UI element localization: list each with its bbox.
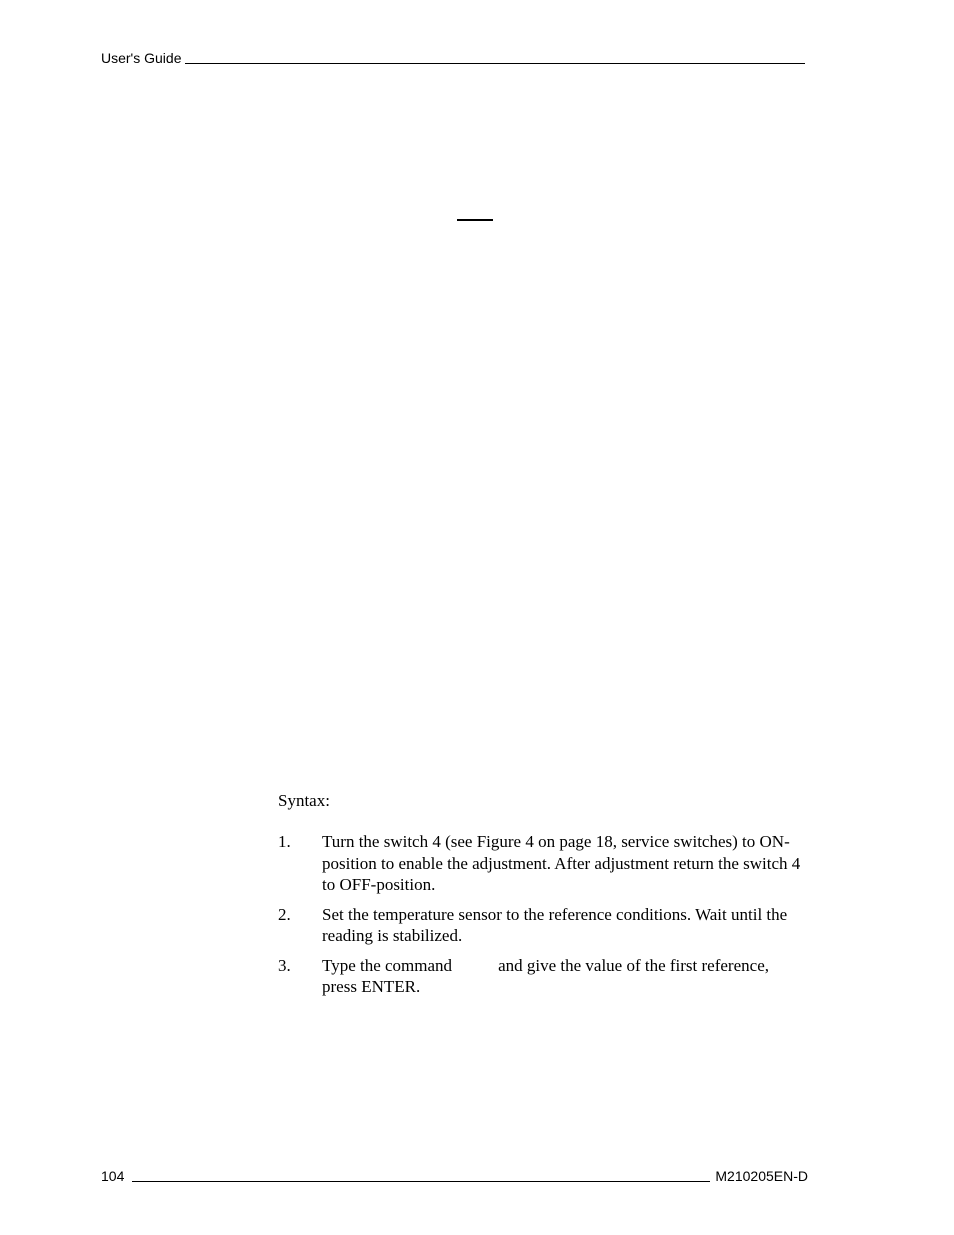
step-number: 1.	[278, 832, 291, 851]
page-footer	[101, 1167, 808, 1185]
header-title: User's Guide	[101, 50, 182, 66]
procedure-steps	[278, 831, 808, 1006]
list-item	[278, 904, 808, 947]
short-divider	[457, 219, 493, 221]
list-item	[278, 955, 808, 998]
list-item	[278, 831, 808, 896]
step-text: Turn the switch 4 (see Figure 4 on page 18, service switches) to ON-position to enable the adjustment. After adjustment return the switch 4 to OFF-position.	[322, 832, 801, 894]
page-header	[101, 49, 805, 67]
step-number: 3.	[278, 955, 291, 975]
step-text	[322, 955, 808, 998]
doc-code: M210205EN-D	[715, 1168, 808, 1184]
page-number: 104	[101, 1168, 125, 1184]
step-text: Set the temperature sensor to the reference conditions. Wait until the reading is stabilized.	[322, 904, 788, 945]
step-text-after: and give the value of the first reference, press ENTER.	[322, 955, 769, 996]
header-rule	[185, 63, 805, 64]
syntax-label: Syntax:	[278, 791, 330, 810]
step-number: 2.	[278, 904, 291, 924]
footer-rule	[132, 1181, 710, 1182]
step-text-before: Type the command	[322, 955, 453, 975]
